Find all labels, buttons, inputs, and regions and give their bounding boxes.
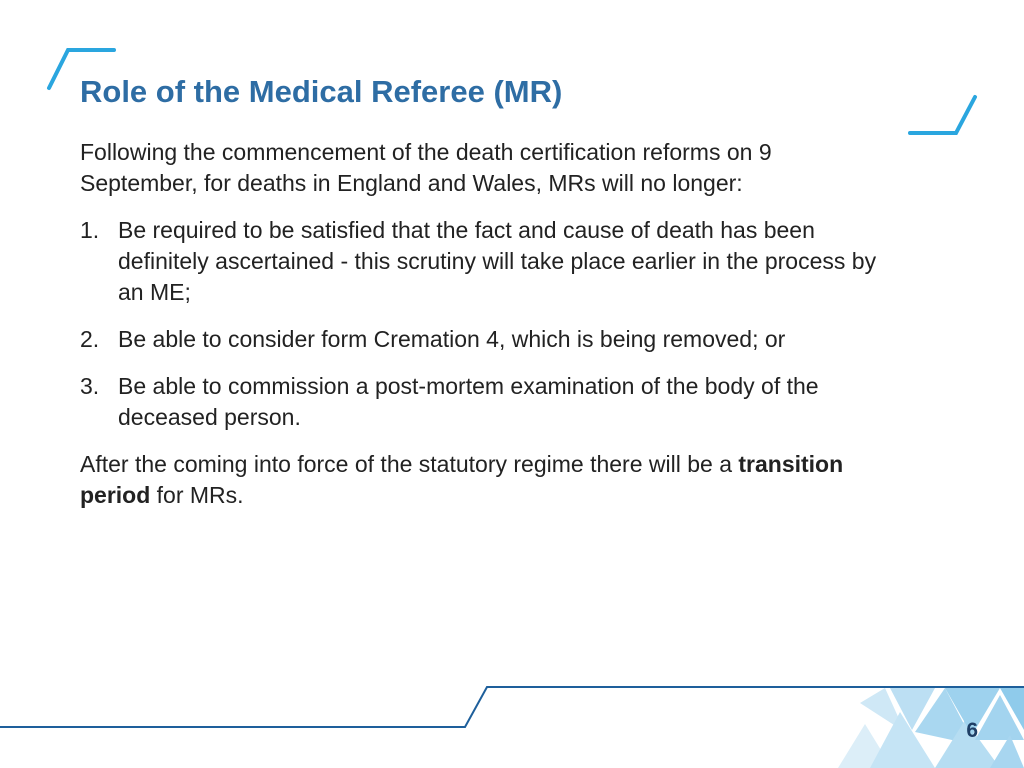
slide-title: Role of the Medical Referee (MR) <box>80 74 563 109</box>
closing-text-start: After the coming into force of the statutory regime there will be a <box>80 451 739 477</box>
list-item-number: 3. <box>80 373 100 399</box>
list-item-text: Be able to consider form Cremation 4, which is being removed; or <box>118 326 786 352</box>
closing-text-end: for MRs. <box>150 482 244 508</box>
closing-bold-term: transition period <box>80 451 844 508</box>
list-item-number: 2. <box>80 326 100 352</box>
top-right-accent-bracket <box>910 97 975 133</box>
page-number: 6 <box>966 719 978 742</box>
closing-paragraph <box>80 449 880 511</box>
slide-body <box>80 137 880 527</box>
numbered-list <box>80 215 880 433</box>
list-item <box>80 324 880 355</box>
list-item-text: Be able to commission a post-mortem examination of the body of the deceased person. <box>118 373 819 430</box>
list-item-number: 1. <box>80 217 100 243</box>
footer-triangle-pattern <box>838 688 1024 768</box>
list-item <box>80 215 880 308</box>
intro-paragraph: Following the commencement of the death certification reforms on 9 September, for deaths in England and Wales, MRs will no longer: <box>80 139 772 196</box>
list-item-text: Be required to be satisfied that the fact and cause of death has been definitely ascertained - this scrutiny will take place earlier in the process by an ME; <box>118 217 877 305</box>
list-item <box>80 371 880 433</box>
